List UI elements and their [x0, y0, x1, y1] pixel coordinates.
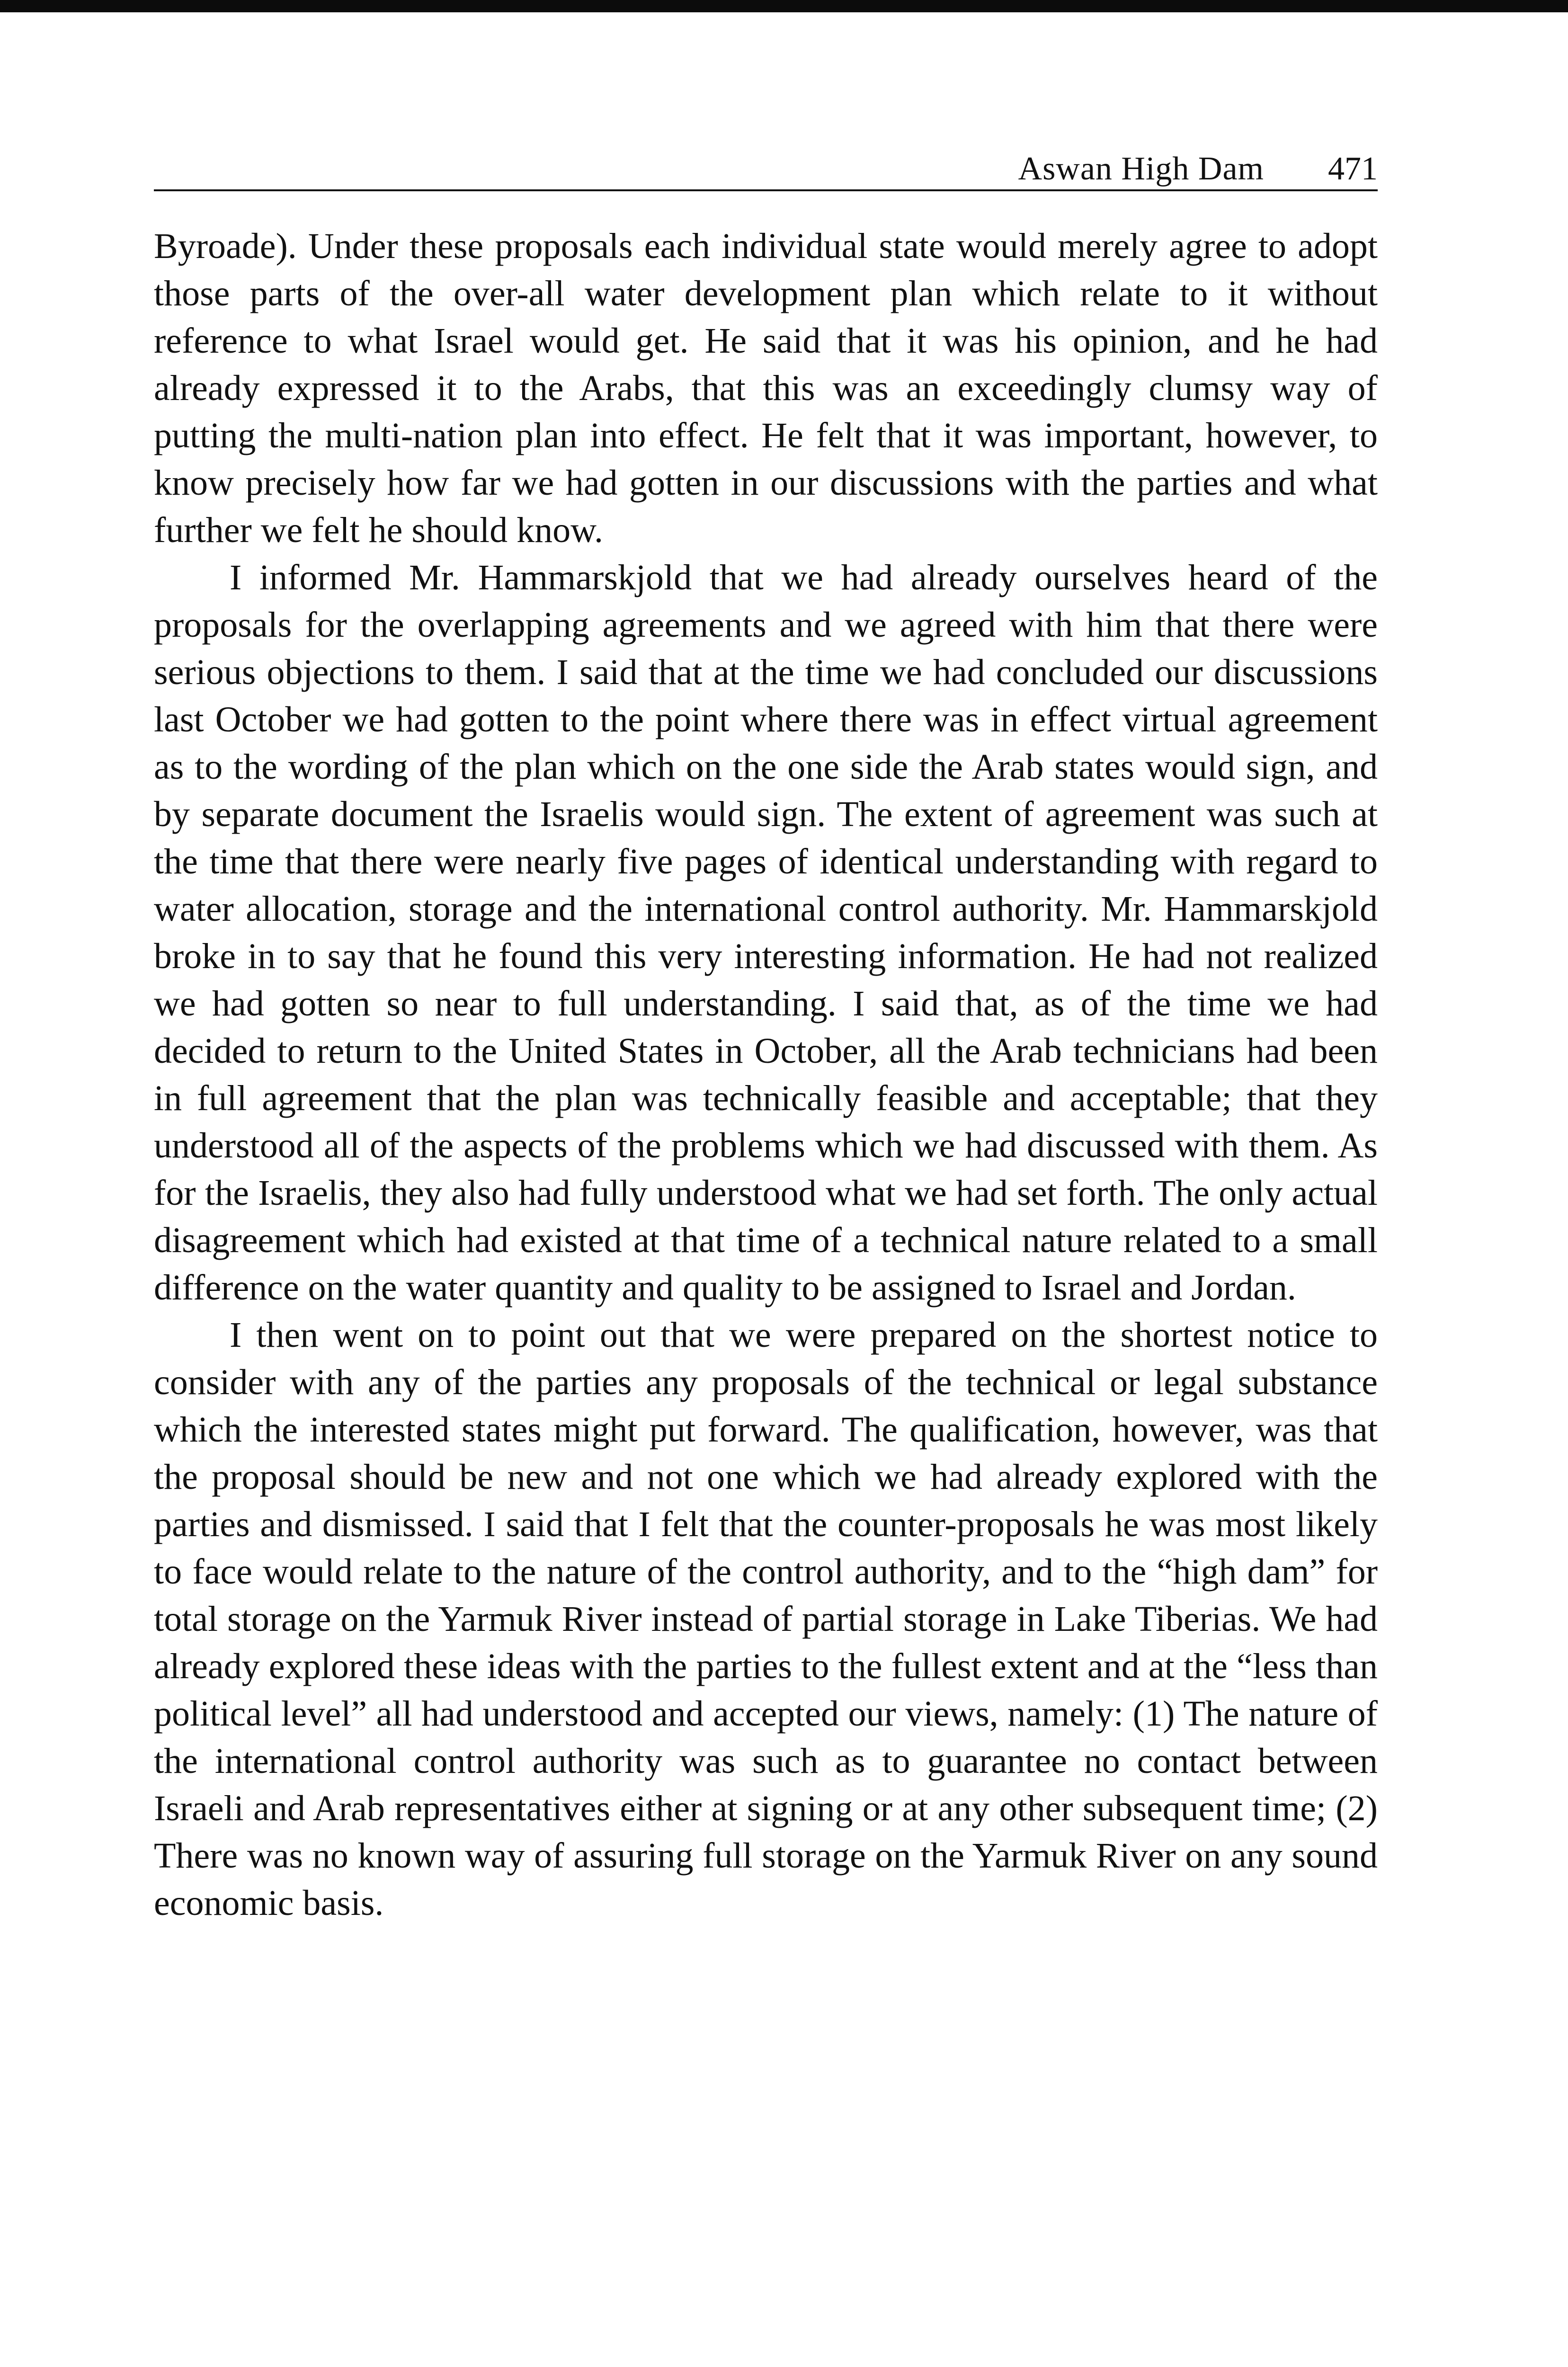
paragraph: I informed Mr. Hammarskjold that we had already ourselves heard of the proposals for the overlapping agreements and we agreed with him that there were serious objections to them. I said that at the time we had concluded our discussions last October we had gotten to the point where there was in effect virtual agreement as to the wording of the plan which on the one side the Arab states would sign, and by separate document the Israelis would sign. The extent of agreement was such at the time that there were nearly five pages of identical understanding with regard to water allocation, storage and the international control authority. Mr. Hammarskjold broke in to say that he found this very interesting information. He had not realized we had gotten so near to full understanding. I said that, as of the time we had decided to return to the United States in October, all the Arab technicians had been in full agreement that the plan was technically feasible and acceptable; that they understood all of the aspects of the problems which we had discussed with them. As for the Israelis, they also had fully understood what we had set forth. The only actual disagreement which had existed at that time of a technical nature related to a small difference on the water quantity and quality to be assigned to Israel and Jordan. — [154, 558, 1378, 1308]
paragraph: I then went on to point out that we were prepared on the shortest notice to consider with any of the parties any proposals of the technical or legal substance which the interested states might put forward. The qualification, however, was that the proposal should be new and not one which we had already explored with the parties and dismissed. I said that I felt that the counter-proposals he was most likely to face would relate to the nature of the control authority, and to the “high dam” for total storage on the Yarmuk River instead of partial storage in Lake Tiberias. We had already explored these ideas with the parties to the fullest extent and at the “less than political level” all had understood and accepted our views, namely: (1) The nature of the international control authority was such as to guarantee no contact between Israeli and Arab representatives either at signing or at any other subsequent time; (2) There was no known way of assuring full storage on the Yarmuk River on any sound economic basis. — [154, 1315, 1378, 1923]
scan-top-edge — [0, 0, 1568, 12]
body-text — [154, 222, 1378, 1927]
paragraph: Byroade). Under these proposals each individual state would merely agree to adopt those parts of the over-all water development plan which relate to it without reference to what Israel would get. He said that it was his opinion, and he had already expressed it to the Arabs, that this was an exceedingly clumsy way of putting the multi-nation plan into effect. He felt that it was important, however, to know precisely how far we had gotten in our discussions with the parties and what further we felt he should know. — [154, 226, 1378, 550]
page-number: 471 — [1328, 151, 1378, 187]
running-header — [154, 128, 1378, 191]
running-title: Aswan High Dam — [1018, 151, 1264, 187]
